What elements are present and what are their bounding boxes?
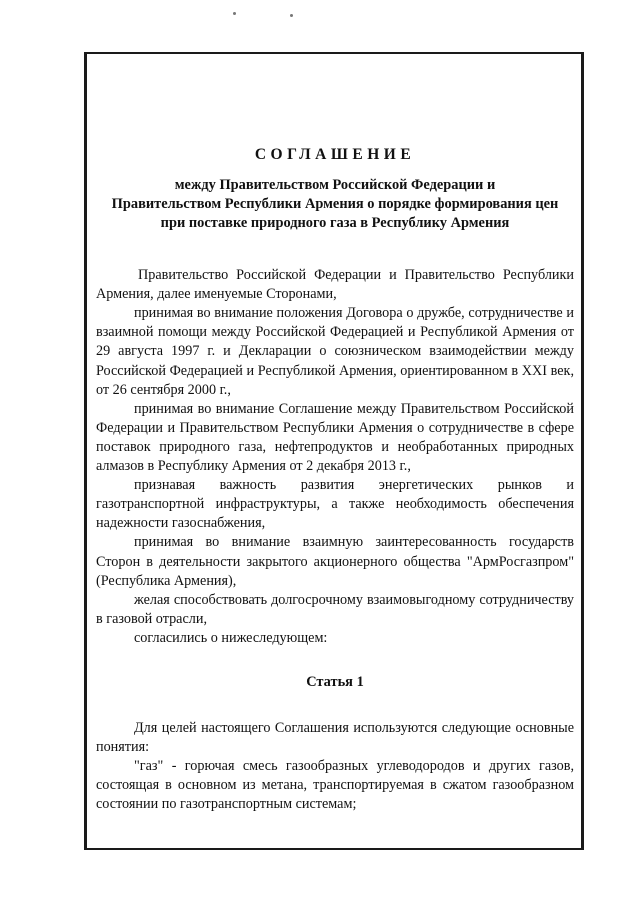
scan-speck [233,12,236,15]
preamble-paragraph: принимая во внимание положения Договора о дружбе, сотрудничестве и взаимной помощи между Российской Федерацией и Республикой Армения от 29 августа 1997 г. и Декларации о союзническом взаимодействии между Российской Федерацией и Республикой Армения, ориентированном в XXI век, от 26 сентября 2000 г., [96,305,574,398]
preamble-paragraph: согласились о нижеследующем: [134,629,328,646]
article-heading: Статья 1 [306,673,364,690]
preamble-paragraph: признавая важность развития энергетических рынков и газотранспортной инфраструктуры, а также необходимость обеспечения надежности газоснабжения, [96,477,574,532]
article-paragraph: Для целей настоящего Соглашения используются следующие основные понятия: [96,720,574,756]
document-subtitle [96,176,574,233]
preamble-paragraph: принимая во внимание Соглашение между Правительством Российской Федерации и Правительством Республики Армения о сотрудничестве в сфере поставок природного газа, нефтепродуктов и необработанных природных алмазов в Республику Армения от 2 декабря 2013 г., [96,400,574,475]
scan-speck [290,14,293,17]
subtitle-line: между Правительством Российской Федерации и [174,177,496,194]
document-body [96,145,574,815]
article-paragraph: "газ" - горючая смесь газообразных углеводородов и других газов, состоящая в основном из метана, транспортируемая в сжатом газообразном состоянии по газотранспортным системам; [96,758,574,813]
document-title: СОГЛАШЕНИЕ [254,146,416,163]
preamble-paragraph: желая способствовать долгосрочному взаимовыгодному сотрудничеству в газовой отрасли, [96,591,574,627]
preamble-paragraph: Правительство Российской Федерации и Правительство Республики Армения, далее именуемые Сторонами, [96,267,574,303]
subtitle-line: Правительством Республики Армения о порядке формирования цен [111,196,559,213]
subtitle-line: при поставке природного газа в Республику Армения [160,215,510,232]
preamble-paragraph: принимая во внимание взаимную заинтересованность государств Сторон в деятельности закрытого акционерного общества "АрмРосгазпром" (Республика Армения), [96,534,574,589]
